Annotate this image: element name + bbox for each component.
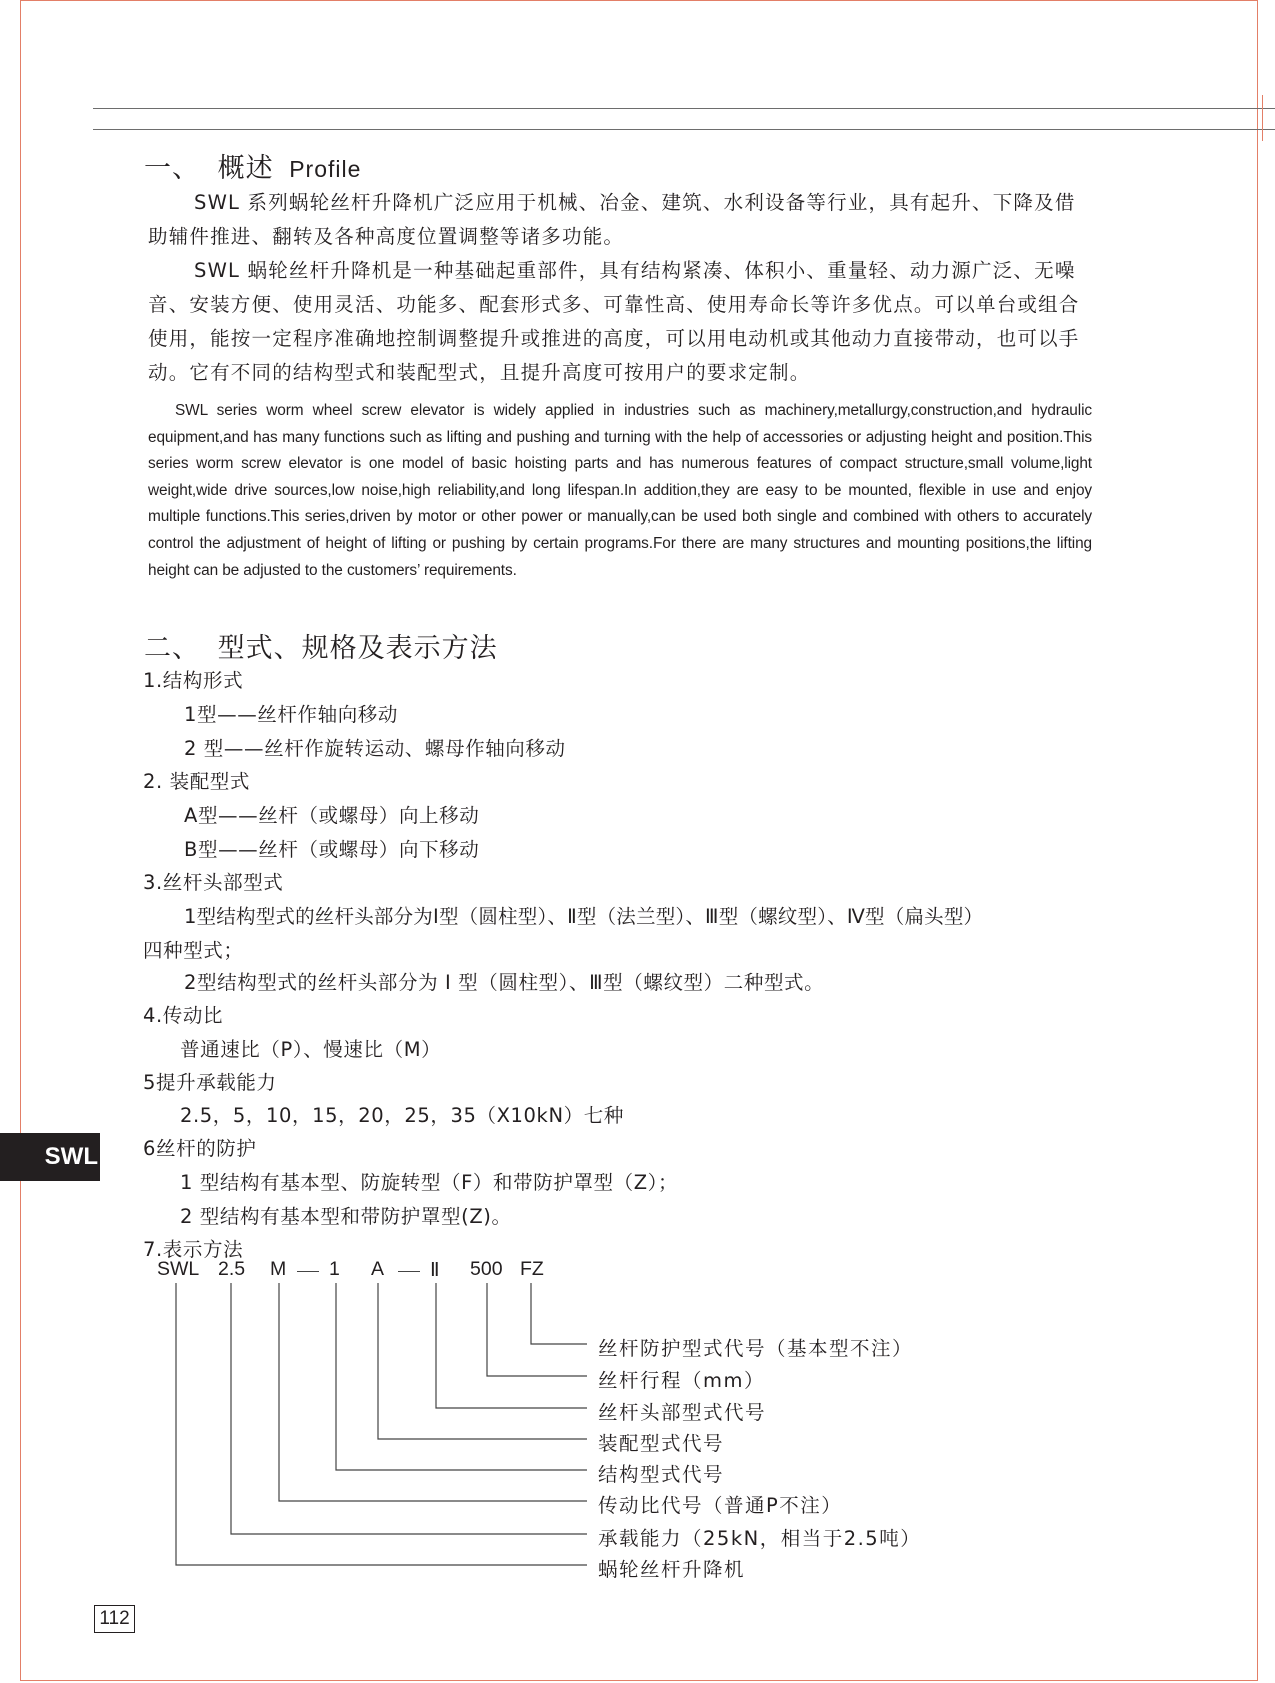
item2-title: 2. 装配型式 (143, 770, 251, 793)
section2-title: 型式、规格及表示方法 (217, 633, 498, 664)
section1-heading (144, 146, 361, 185)
code-swl: SWL (157, 1258, 200, 1280)
item3-title: 3.丝杆头部型式 (143, 871, 284, 894)
legend-protection: 丝杆防护型式代号（基本型不注） (598, 1337, 914, 1360)
item4-title: 4.传动比 (143, 1004, 224, 1027)
item3-line1: 1型结构型式的丝杆头部分为Ⅰ型（圆柱型）、Ⅱ型（法兰型）、Ⅲ型（螺纹型）、Ⅳ型（扁头型） (184, 905, 984, 928)
legend-head: 丝杆头部型式代号 (598, 1401, 767, 1424)
item5-title: 5提升承载能力 (143, 1071, 277, 1094)
section1-title-cn: 概述 (217, 153, 274, 184)
code-stroke: 500 (470, 1258, 503, 1280)
section2-number: 二、 (144, 633, 200, 664)
code-dash-2 (398, 1271, 420, 1272)
item1-line1: 1型——丝杆作轴向移动 (184, 703, 399, 726)
legend-stroke: 丝杆行程（mm） (598, 1369, 765, 1392)
section1-title-en: Profile (289, 156, 362, 182)
legend-ratio: 传动比代号（普通P不注） (598, 1494, 843, 1517)
code-assembly: A (371, 1258, 385, 1280)
item2-line1: A型——丝杆（或螺母）向上移动 (184, 804, 480, 827)
section2-heading (144, 626, 498, 665)
item1-title: 1.结构形式 (143, 669, 244, 692)
code-structure: 1 (329, 1258, 340, 1280)
header-rule-top (93, 108, 1275, 109)
section1-paragraph-1 (148, 186, 1094, 254)
item3-line1b: 四种型式； (143, 939, 244, 962)
item5-line1: 2.5，5，10，15，20，25，35（X10kN）七种 (180, 1104, 624, 1127)
code-protection: FZ (520, 1258, 544, 1280)
item3-line2: 2型结构型式的丝杆头部分为 Ⅰ 型（圆柱型）、Ⅲ型（螺纹型）二种型式。 (184, 971, 825, 994)
legend-structure: 结构型式代号 (598, 1463, 725, 1486)
code-dash-1 (297, 1271, 319, 1272)
side-tab (0, 1133, 100, 1181)
header-rule-bottom (93, 129, 1275, 130)
section1-paragraph-2 (148, 254, 1094, 390)
item6-line1: 1 型结构有基本型、防旋转型（F）和带防护罩型（Z）； (180, 1171, 679, 1194)
item1-line2: 2 型——丝杆作旋转运动、螺母作轴向移动 (184, 737, 566, 760)
section1-paragraph-en (148, 398, 1092, 584)
item4-line1: 普通速比（P）、慢速比（M） (180, 1038, 442, 1061)
section1-paragraph-en-text: SWL series worm wheel screw elevator is widely applied in industries such as machinery,metallurgy,construction,and hydraulic equipment,and has many functions such as lifting and pushing and turning with the help of accessories or adjusting height and position.This series worm screw elevator is one model of basic hoisting parts and has numerous features of compact structure,small volume,light weight,wide drive sources,low noise,high reliability,and long lifespan.In addition,they are easy to be mounted, flexible in use and enjoy multiple functions.This series,driven by motor or other power or manually,can be used both single and combined with others to accurately control the adjustment of height of lifting or pushing by certain programs.For there are many structures and mounting positions,the lifting height can be adjusted to the customers’ requirements. (148, 402, 1092, 579)
item6-title: 6丝杆的防护 (143, 1137, 257, 1160)
legend-capacity: 承载能力（25kN，相当于2.5吨） (598, 1527, 922, 1550)
legend-swl: 蜗轮丝杆升降机 (598, 1558, 746, 1581)
side-tab-label: SWL (44, 1143, 98, 1170)
code-ratio: M (270, 1258, 287, 1280)
section1-paragraph-2-text: SWL 蜗轮丝杆升降机是一种基础起重部件，具有结构紧凑、体积小、重量轻、动力源广泛、无噪音、安装方便、使用灵活、功能多、配套形式多、可靠性高、使用寿命长等许多优点。可以单台或组合使用，能按一定程序准确地控制调整提升或推进的高度，可以用电动机或其他动力直接带动，也可以手动。它有不同的结构型式和装配型式，且提升高度可按用户的要求定制。 (148, 259, 1080, 384)
legend-assembly: 装配型式代号 (598, 1432, 725, 1455)
item6-line2: 2 型结构有基本型和带防护罩型(Z)。 (180, 1205, 512, 1228)
item2-line2: B型——丝杆（或螺母）向下移动 (184, 838, 480, 861)
section1-paragraph-1-text: SWL 系列蜗轮丝杆升降机广泛应用于机械、冶金、建筑、水利设备等行业，具有起升、下降及借助辅件推进、翻转及各种高度位置调整等诸多功能。 (148, 191, 1076, 248)
section1-number: 一、 (144, 153, 200, 184)
page-number: 112 (94, 1605, 135, 1633)
code-head: Ⅱ (430, 1260, 440, 1281)
header-margin-mark (1262, 95, 1263, 141)
item7-title: 7.表示方法 (143, 1238, 244, 1261)
code-capacity: 2.5 (218, 1258, 246, 1280)
